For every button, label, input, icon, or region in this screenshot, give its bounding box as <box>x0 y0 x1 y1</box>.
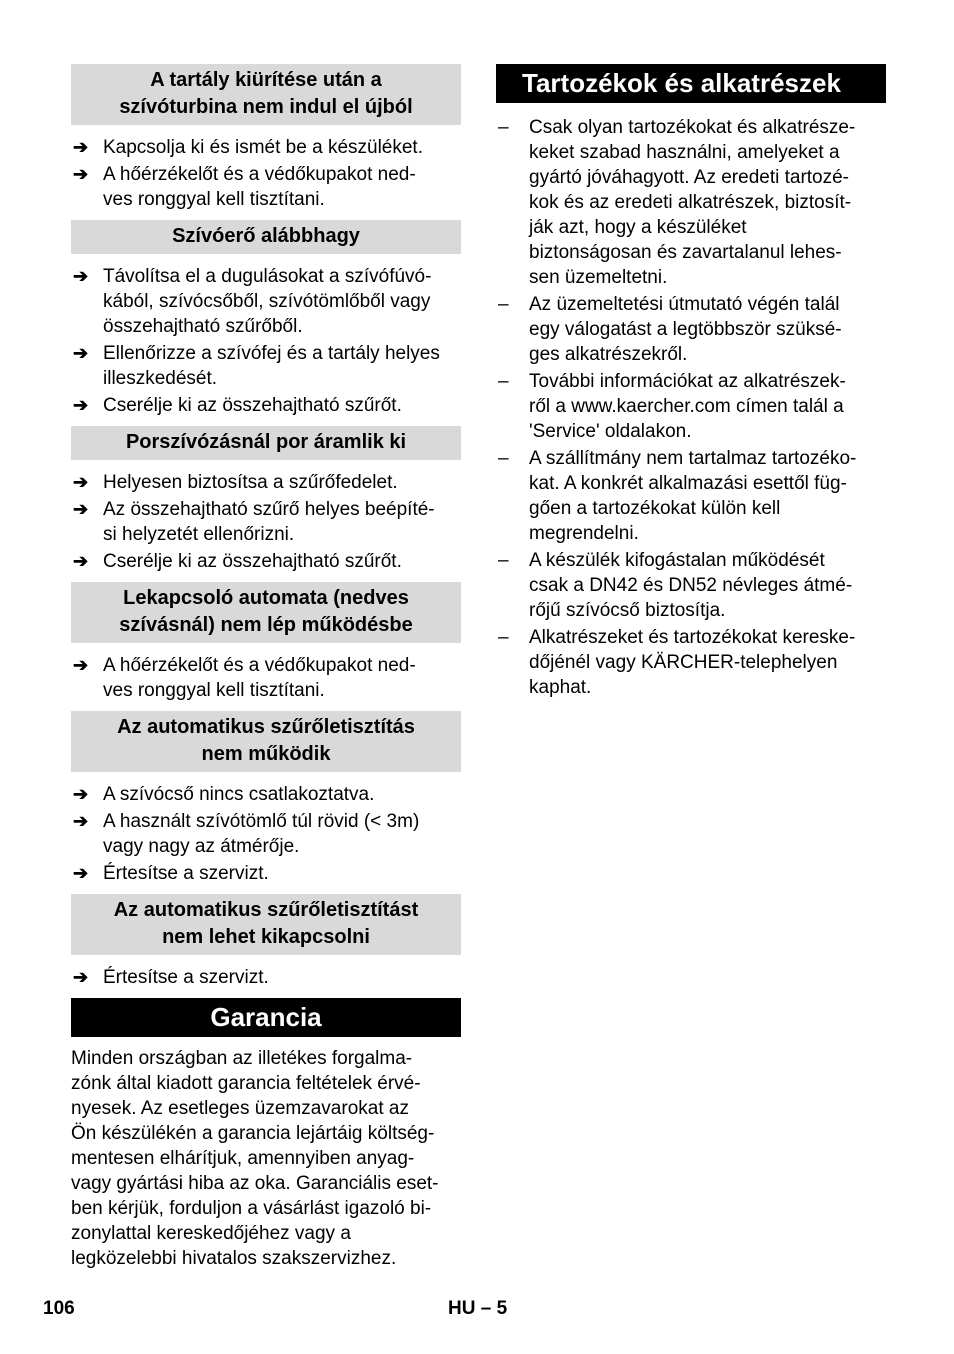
heading-line: A tartály kiürítése után a <box>150 69 382 91</box>
item-line: vagy nagy az átmérője. <box>103 836 300 857</box>
arrow-right-icon: ➔ <box>73 811 89 831</box>
item-line: kából, szívócsőből, szívótömlőből vagy <box>103 291 431 312</box>
heading-line: szívóturbina nem indul el újból <box>119 96 413 118</box>
item-line: keket szabad használni, amelyeket a <box>529 142 840 163</box>
list-item-text <box>103 551 402 572</box>
item-line: ves ronggyal kell tisztítani. <box>103 680 325 701</box>
item-line: rőjű szívócső biztosítja. <box>529 600 726 621</box>
list-item <box>71 861 461 886</box>
garancia-heading: Garancia <box>71 998 461 1037</box>
item-line: A hőérzékelőt és a védőkupakot ned- <box>103 164 416 185</box>
garancia-line: Minden országban az illetékes forgalma- <box>71 1048 413 1069</box>
arrow-right-icon: ➔ <box>73 551 89 571</box>
list-item-text <box>103 967 269 988</box>
item-line: Értesítse a szervizt. <box>103 967 269 988</box>
item-line: A készülék kifogástalan működését <box>529 550 825 571</box>
arrow-right-icon: ➔ <box>73 164 89 184</box>
list-item <box>71 782 461 807</box>
list-item-text <box>529 448 856 544</box>
arrow-right-icon: ➔ <box>73 863 89 883</box>
item-line: sen üzemeltetni. <box>529 267 668 288</box>
list-item-text <box>103 863 269 884</box>
list-item-text <box>529 627 855 698</box>
item-line: összehajtható szűrőből. <box>103 316 303 337</box>
instruction-list <box>71 965 461 990</box>
item-line: ges alkatrészekről. <box>529 344 688 365</box>
garancia-line: zonylattal kereskedőjéhez vagy a <box>71 1223 351 1244</box>
list-item <box>71 809 461 859</box>
dash-bullet: – <box>498 550 509 571</box>
list-item-text <box>103 395 402 416</box>
item-line: dőjénél vagy KÄRCHER-telephelyen <box>529 652 838 673</box>
arrow-right-icon: ➔ <box>73 472 89 492</box>
garancia-line: Ön készülékén a garancia lejártáig költség- <box>71 1123 435 1144</box>
list-item <box>71 470 461 495</box>
section-heading <box>71 711 461 772</box>
heading-line: Lekapcsoló automata (nedves <box>123 587 409 609</box>
item-line: si helyzetét ellenőrizni. <box>103 524 295 545</box>
arrow-right-icon: ➔ <box>73 137 89 157</box>
section-heading <box>71 426 461 460</box>
list-item-text <box>103 655 416 701</box>
right-column <box>496 64 886 702</box>
list-item <box>71 549 461 574</box>
item-line: Alkatrészeket és tartozékokat kereske- <box>529 627 856 648</box>
list-item-text <box>103 472 398 493</box>
garancia-line: vagy gyártási hiba az oka. Garanciális eset- <box>71 1173 439 1194</box>
heading-line: szívásnál) nem lép működésbe <box>119 614 413 636</box>
list-item <box>71 162 461 212</box>
list-item-text <box>103 343 440 389</box>
accessories-list <box>496 115 886 700</box>
heading-line: nem működik <box>201 743 331 765</box>
list-item-text <box>529 294 842 365</box>
garancia-line: nyesek. Az esetleges üzemzavarokat az <box>71 1098 409 1119</box>
arrow-right-icon: ➔ <box>73 395 89 415</box>
heading-line: Az automatikus szűrőletisztítást <box>113 899 419 921</box>
item-line: biztonságosan és zavartalanul lehes- <box>529 242 842 263</box>
list-item-text <box>103 499 435 545</box>
list-item-text <box>529 371 846 442</box>
dash-bullet: – <box>498 294 509 315</box>
arrow-right-icon: ➔ <box>73 499 89 519</box>
item-line: Az üzemeltetési útmutató végén talál <box>529 294 840 315</box>
heading-line: nem lehet kikapcsolni <box>162 926 370 948</box>
list-item-text <box>103 164 416 210</box>
item-line: ves ronggyal kell tisztítani. <box>103 189 325 210</box>
dash-bullet: – <box>498 117 509 138</box>
garancia-line: mentesen elhárítjuk, amennyiben anyag- <box>71 1148 415 1169</box>
item-line: Távolítsa el a dugulásokat a szívófúvó- <box>103 266 432 287</box>
dash-bullet: – <box>498 371 509 392</box>
list-item <box>496 548 886 623</box>
list-item <box>71 653 461 703</box>
arrow-right-icon: ➔ <box>73 655 89 675</box>
item-line: megrendelni. <box>529 523 639 544</box>
section-heading <box>71 220 461 254</box>
item-line: kat. A konkrét alkalmazási esettől füg- <box>529 473 847 494</box>
list-item <box>496 625 886 700</box>
item-line: További információkat az alkatrészek- <box>529 371 846 392</box>
instruction-list <box>71 782 461 886</box>
list-item <box>71 393 461 418</box>
heading-line: Az automatikus szűrőletisztítás <box>117 716 415 738</box>
list-item <box>496 369 886 444</box>
instruction-list <box>71 135 461 212</box>
accessories-heading: Tartozékok és alkatrészek <box>496 64 886 103</box>
arrow-right-icon: ➔ <box>73 266 89 286</box>
instruction-list <box>71 653 461 703</box>
item-line: A hőérzékelőt és a védőkupakot ned- <box>103 655 416 676</box>
garancia-line: legközelebbi hivatalos szakszervizhez. <box>71 1248 397 1269</box>
section-label: HU – 5 <box>448 1298 508 1319</box>
list-item-text <box>529 117 855 288</box>
list-item <box>496 115 886 290</box>
list-item <box>496 292 886 367</box>
item-line: 'Service' oldalakon. <box>529 421 692 442</box>
item-line: kaphat. <box>529 677 592 698</box>
section-heading <box>71 582 461 643</box>
list-item-text <box>103 784 374 805</box>
item-line: Ellenőrizze a szívófej és a tartály helyes <box>103 343 440 364</box>
item-line: gően a tartozékokat külön kell <box>529 498 781 519</box>
item-line: gyártó jóváhagyott. Az eredeti tartozé- <box>529 167 850 188</box>
item-line: Értesítse a szervizt. <box>103 863 269 884</box>
garancia-line: ben kérjük, forduljon a vásárlást igazoló bi- <box>71 1198 432 1219</box>
item-line: A szállítmány nem tartalmaz tartozéko- <box>529 448 857 469</box>
section-heading <box>71 894 461 955</box>
list-item-text <box>529 550 852 621</box>
arrow-right-icon: ➔ <box>73 967 89 987</box>
left-column <box>71 64 461 1271</box>
section-heading <box>71 64 461 125</box>
item-line: kok és az eredeti alkatrészek, biztosít- <box>529 192 852 213</box>
list-item <box>71 497 461 547</box>
instruction-list <box>71 264 461 418</box>
list-item <box>71 341 461 391</box>
list-item-text <box>103 811 419 857</box>
list-item <box>496 446 886 546</box>
item-line: egy válogatást a legtöbbször szüksé- <box>529 319 842 340</box>
heading-line: Porszívózásnál por áramlik ki <box>125 431 407 453</box>
item-line: ről a www.kaercher.com címen talál a <box>529 396 844 417</box>
instruction-list <box>71 470 461 574</box>
item-line: Csak olyan tartozékokat és alkatrésze- <box>529 117 856 138</box>
item-line: Cserélje ki az összehajtható szűrőt. <box>103 551 402 572</box>
item-line: Az összehajtható szűrő helyes beépíté- <box>103 499 435 520</box>
dash-bullet: – <box>498 448 509 469</box>
item-line: Cserélje ki az összehajtható szűrőt. <box>103 395 402 416</box>
list-item-text <box>103 266 431 337</box>
list-item-text <box>103 137 423 158</box>
item-line: A használt szívótömlő túl rövid (< 3m) <box>103 811 420 832</box>
item-line: csak a DN42 és DN52 névleges átmé- <box>529 575 853 596</box>
list-item <box>71 264 461 339</box>
arrow-right-icon: ➔ <box>73 784 89 804</box>
heading-line: Szívóerő alábbhagy <box>172 225 360 247</box>
item-line: ják azt, hogy a készüléket <box>529 217 747 238</box>
arrow-right-icon: ➔ <box>73 343 89 363</box>
garancia-line: zónk által kiadott garancia feltételek érvé- <box>71 1073 421 1094</box>
item-line: Kapcsolja ki és ismét be a készüléket. <box>103 137 423 158</box>
list-item <box>71 135 461 160</box>
dash-bullet: – <box>498 627 509 648</box>
item-line: Helyesen biztosítsa a szűrőfedelet. <box>103 472 398 493</box>
garancia-text <box>71 1046 461 1271</box>
item-line: illeszkedését. <box>103 368 218 389</box>
list-item <box>71 965 461 990</box>
page-number: 106 <box>43 1298 75 1319</box>
item-line: A szívócső nincs csatlakoztatva. <box>103 784 375 805</box>
